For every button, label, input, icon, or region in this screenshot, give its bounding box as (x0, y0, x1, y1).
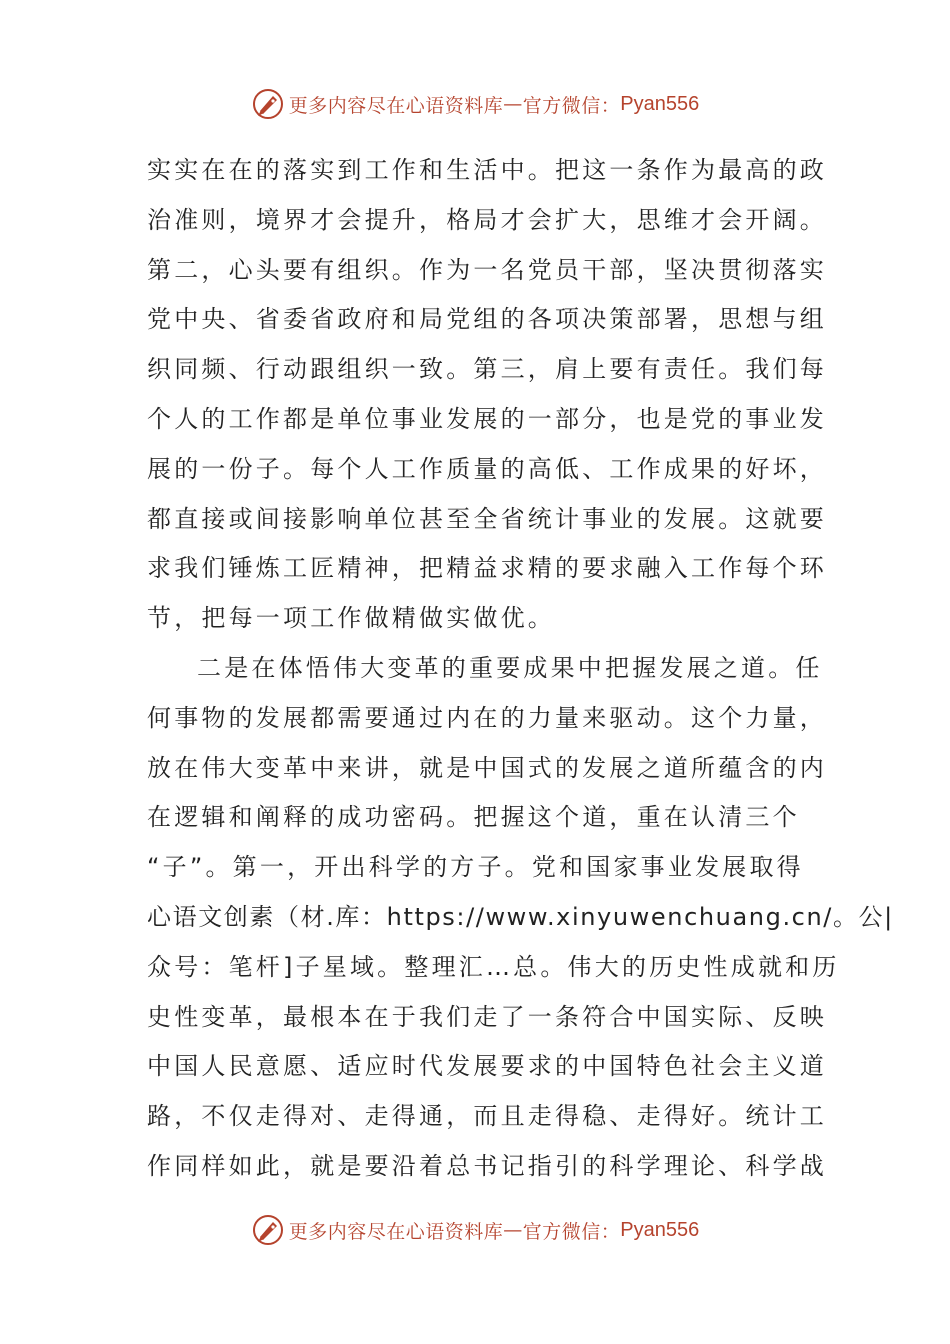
body-line: 作同样如此，就是要沿着总书记指引的科学理论、科学战 (147, 1151, 827, 1180)
body-line: 在逻辑和阐释的成功密码。把握这个道，重在认清三个 (147, 803, 800, 832)
wechat-id: Pyan556 (620, 1218, 700, 1241)
footer-banner (0, 1210, 950, 1250)
banner-dash: — (503, 1219, 523, 1241)
body-line: “子”。第一，开出科学的方子。党和国家事业发展取得 (147, 853, 804, 882)
wechat-id: Pyan556 (620, 92, 700, 115)
promo-text: 更多内容尽在心语资料库 (288, 94, 504, 117)
promo-text: 更多内容尽在心语资料库 (288, 1220, 504, 1243)
body-line: 织同频、行动跟组织一致。第三，肩上要有责任。我们每 (147, 355, 827, 384)
body-line: 放在伟大变革中来讲，就是中国式的发展之道所蕴含的内 (147, 753, 827, 782)
body-line: 众号：笔杆]子星域。整理汇…总。伟大的历史性成就和历 (147, 952, 840, 981)
body-line: 节，把每一项工作做精做实做优。 (147, 604, 555, 633)
body-line: 求我们锤炼工匠精神，把精益求精的要求融入工作每个环 (147, 554, 827, 583)
body-line: 个人的工作都是单位事业发展的一部分，也是党的事业发 (147, 404, 827, 433)
body-line-with-url: 心语文创素（材.库：https://www.xinyuwenchuang.cn/。公| (147, 902, 894, 931)
body-line: 实实在在的落实到工作和生活中。把这一条作为最高的政 (147, 156, 827, 184)
pen-nib-logo-icon (251, 87, 285, 121)
body-line: 第二，心头要有组织。作为一名党员干部，坚决贯彻落实 (147, 255, 827, 284)
body-line: 党中央、省委省政府和局党组的各项决策部署，思想与组 (147, 305, 827, 334)
wechat-label: 官方微信： (522, 94, 621, 117)
paragraph-start-line: 二是在体悟伟大变革的重要成果中把握发展之道。任 (197, 653, 823, 682)
body-line: 史性变革，最根本在于我们走了一条符合中国实际、反映 (147, 1002, 827, 1031)
header-banner (0, 84, 950, 124)
document-body (147, 146, 894, 1192)
body-line: 都直接或间接影响单位甚至全省统计事业的发展。这就要 (147, 504, 827, 533)
banner-dash: — (503, 93, 523, 115)
body-line: 路，不仅走得对、走得通，而且走得稳、走得好。统计工 (147, 1102, 827, 1131)
wechat-label: 官方微信： (522, 1220, 621, 1243)
body-line: 治准则，境界才会提升，格局才会扩大，思维才会开阔。 (147, 205, 827, 234)
body-line: 展的一份子。每个人工作质量的高低、工作成果的好坏， (147, 454, 827, 483)
body-line: 何事物的发展都需要通过内在的力量来驱动。这个力量， (147, 703, 827, 732)
pen-nib-logo-icon (251, 1213, 285, 1247)
body-line: 中国人民意愿、适应时代发展要求的中国特色社会主义道 (147, 1052, 827, 1081)
